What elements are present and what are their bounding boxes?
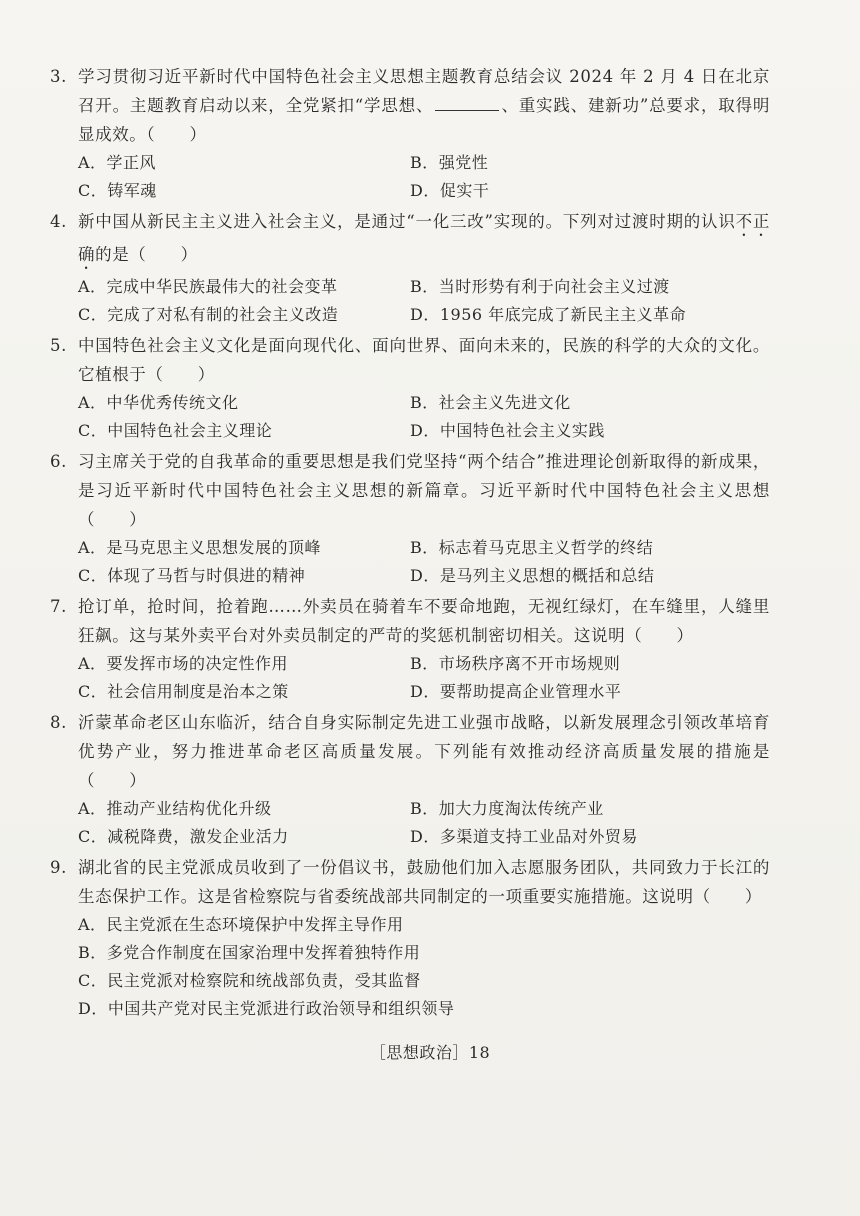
question-list (50, 62, 770, 1023)
stem-text: 沂蒙革命老区山东临沂，结合自身实际制定先进工业强市战略，以新发展理念引领改革培育优势产业，努力推进革命老区高质量发展。下列能有效推动经济高质量发展的措施是（ ） (78, 713, 770, 790)
answer-options (50, 273, 770, 329)
option-b: B．强党性 (410, 153, 489, 172)
option-c: C．减税降费，激发企业活力 (78, 827, 289, 846)
option-c: C．完成了对私有制的社会主义改造 (78, 305, 339, 324)
stem-text-before: 新中国从新民主主义进入社会主义，是通过“一化三改”实现的。下列对过渡时期的认识 (78, 212, 736, 231)
question-stem (50, 853, 770, 911)
stem-text: 抢订单，抢时间，抢着跑……外卖员在骑着车不要命地跑，无视红绿灯，在车缝里，人缝里狂飙。这与某外卖平台对外卖员制定的严苛的奖惩机制密切相关。这说明（ ） (78, 597, 770, 645)
stem-text: 习主席关于党的自我革命的重要思想是我们党坚持“两个结合”推进理论创新取得的新成果，是习近平新时代中国特色社会主义思想的新篇章。习近平新时代中国特色社会主义思想（ ） (78, 452, 770, 529)
question-number: 4. (50, 212, 67, 231)
question-7 (50, 592, 770, 706)
subject-page-number: ［思想政治］18 (369, 1043, 491, 1062)
answer-options (50, 795, 770, 851)
fill-in-blank (435, 94, 499, 111)
option-d: D．1956 年底完成了新民主主义革命 (410, 305, 687, 324)
stem-text: 湖北省的民主党派成员收到了一份倡议书，鼓励他们加入志愿服务团队，共同致力于长江的生态保护工作。这是省检察院与省委统战部共同制定的一项重要实施措施。这说明（ ） (78, 858, 770, 906)
option-d: D．中国特色社会主义实践 (410, 421, 605, 440)
stem-text-after: 、重实践、建新功”总要求，取得明显成效。（ ） (78, 96, 770, 144)
question-4 (50, 207, 770, 329)
stem-text: 中国特色社会主义文化是面向现代化、面向世界、面向未来的，民族的科学的大众的文化。它植根于（ ） (78, 336, 770, 384)
option-d: D．中国共产党对民主党派进行政治领导和组织领导 (78, 999, 455, 1018)
question-stem (50, 331, 770, 389)
option-b: B．社会主义先进文化 (410, 393, 571, 412)
question-number: 5. (50, 336, 67, 355)
question-stem (50, 447, 770, 534)
option-a: A．推动产业结构优化升级 (78, 799, 272, 818)
option-d: D．促实干 (410, 181, 490, 200)
option-a: A．学正风 (78, 153, 157, 172)
question-8 (50, 708, 770, 851)
option-a: A．完成中华民族最伟大的社会变革 (78, 277, 338, 296)
question-number: 7. (50, 597, 67, 616)
question-number: 9. (50, 858, 67, 877)
option-a: A．要发挥市场的决定性作用 (78, 654, 289, 673)
answer-options (50, 389, 770, 445)
option-b: B．标志着马克思主义哲学的终结 (410, 538, 654, 557)
option-c: C．中国特色社会主义理论 (78, 421, 273, 440)
option-a: A．中华优秀传统文化 (78, 393, 239, 412)
answer-options (50, 911, 770, 1023)
question-stem (50, 592, 770, 650)
stem-text-after: 的是（ ） (95, 245, 198, 264)
question-5 (50, 331, 770, 445)
answer-options (50, 534, 770, 590)
option-b: B．多党合作制度在国家治理中发挥着独特作用 (78, 943, 421, 962)
option-b: B．市场秩序离不开市场规则 (410, 654, 621, 673)
question-stem (50, 62, 770, 149)
option-c: C．铸军魂 (78, 181, 157, 200)
option-d: D．多渠道支持工业品对外贸易 (410, 827, 638, 846)
question-stem (50, 708, 770, 795)
question-number: 6. (50, 452, 67, 471)
stem-emphasis: 不正确 (78, 212, 771, 264)
option-b: B．加大力度淘汰传统产业 (410, 799, 604, 818)
option-c: C．社会信用制度是治本之策 (78, 682, 289, 701)
page-footer (0, 1040, 860, 1063)
option-a: A．是马克思主义思想发展的顶峰 (78, 538, 322, 557)
stem-text-before: 学习贯彻习近平新时代中国特色社会主义思想主题教育总结会议 2024 年 2 月 4 日在北京召开。主题教育启动以来，全党紧扣“学思想、 (78, 67, 770, 115)
option-c: C．体现了马哲与时俱进的精神 (78, 566, 306, 585)
option-c: C．民主党派对检察院和统战部负责，受其监督 (78, 971, 421, 990)
option-a: A．民主党派在生态环境保护中发挥主导作用 (78, 915, 404, 934)
answer-options (50, 149, 770, 205)
option-b: B．当时形势有利于向社会主义过渡 (410, 277, 670, 296)
question-stem (50, 207, 770, 273)
option-d: D．要帮助提高企业管理水平 (410, 682, 622, 701)
question-3 (50, 62, 770, 205)
question-6 (50, 447, 770, 590)
option-d: D．是马列主义思想的概括和总结 (410, 566, 655, 585)
question-9 (50, 853, 770, 1023)
answer-options (50, 650, 770, 706)
question-number: 8. (50, 713, 67, 732)
question-number: 3. (50, 67, 67, 86)
